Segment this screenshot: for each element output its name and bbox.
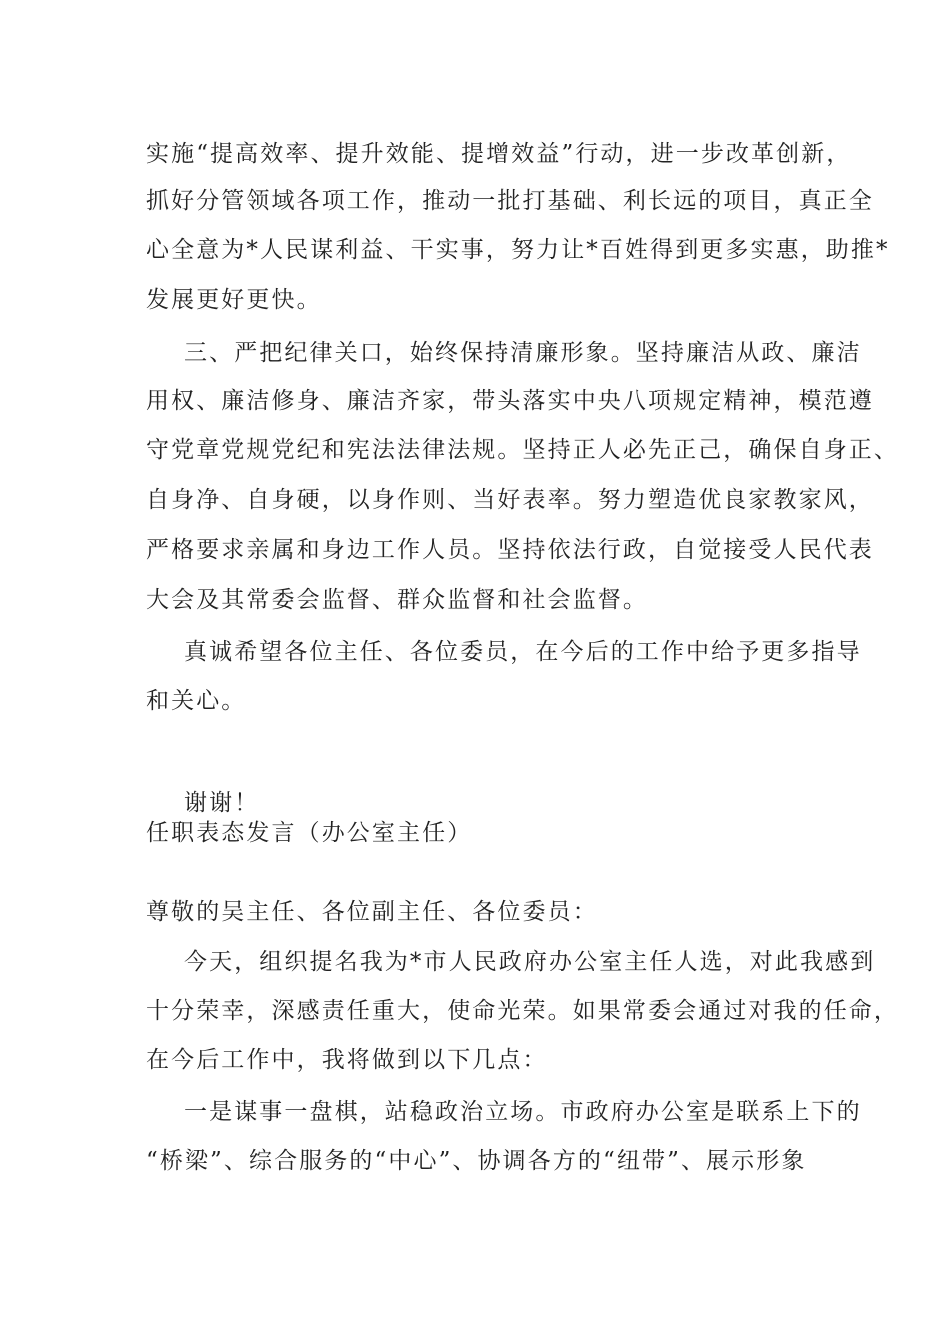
paragraph-line: 三、严把纪律关口，始终保持清廉形象。坚持廉洁从政、廉洁 xyxy=(184,340,862,366)
paragraph-line: 心全意为*人民谋利益、干实事，努力让*百姓得到更多实惠，助推* xyxy=(146,237,890,263)
paragraph-line: 抓好分管领域各项工作，推动一批打基础、利长远的项目，真正全 xyxy=(146,188,874,214)
paragraph-line: 守党章党规党纪和宪法法律法规。坚持正人必先正己，确保自身正、 xyxy=(146,437,899,463)
salutation: 尊敬的吴主任、各位副主任、各位委员： xyxy=(146,899,598,925)
paragraph-line: 和关心。 xyxy=(146,688,247,714)
closing-thanks: 谢谢！ xyxy=(184,790,260,816)
paragraph-line: 严格要求亲属和身边工作人员。坚持依法行政，自觉接受人民代表 xyxy=(146,537,874,563)
paragraph-line: 实施“提高效率、提升效能、提增效益”行动，进一步改革创新， xyxy=(146,141,852,167)
paragraph-line: 大会及其常委会监督、群众监督和社会监督。 xyxy=(146,587,648,613)
paragraph-line: 今天，组织提名我为*市人民政府办公室主任人选，对此我感到 xyxy=(184,949,876,975)
paragraph-line: “桥梁”、综合服务的“中心”、协调各方的“纽带”、展示形象 xyxy=(146,1148,807,1174)
paragraph-line: 用权、廉洁修身、廉洁齐家，带头落实中央八项规定精神，模范遵 xyxy=(146,388,874,414)
paragraph-line: 自身净、自身硬，以身作则、当好表率。努力塑造优良家教家风， xyxy=(146,487,874,513)
paragraph-line: 发展更好更快。 xyxy=(146,287,322,313)
paragraph-line: 在今后工作中，我将做到以下几点： xyxy=(146,1047,548,1073)
paragraph-line: 真诚希望各位主任、各位委员，在今后的工作中给予更多指导 xyxy=(184,639,862,665)
section-title: 任职表态发言（办公室主任） xyxy=(146,820,473,846)
paragraph-line: 十分荣幸，深感责任重大，使命光荣。如果常委会通过对我的任命， xyxy=(146,998,899,1024)
paragraph-line: 一是谋事一盘棋，站稳政治立场。市政府办公室是联系上下的 xyxy=(184,1099,862,1125)
